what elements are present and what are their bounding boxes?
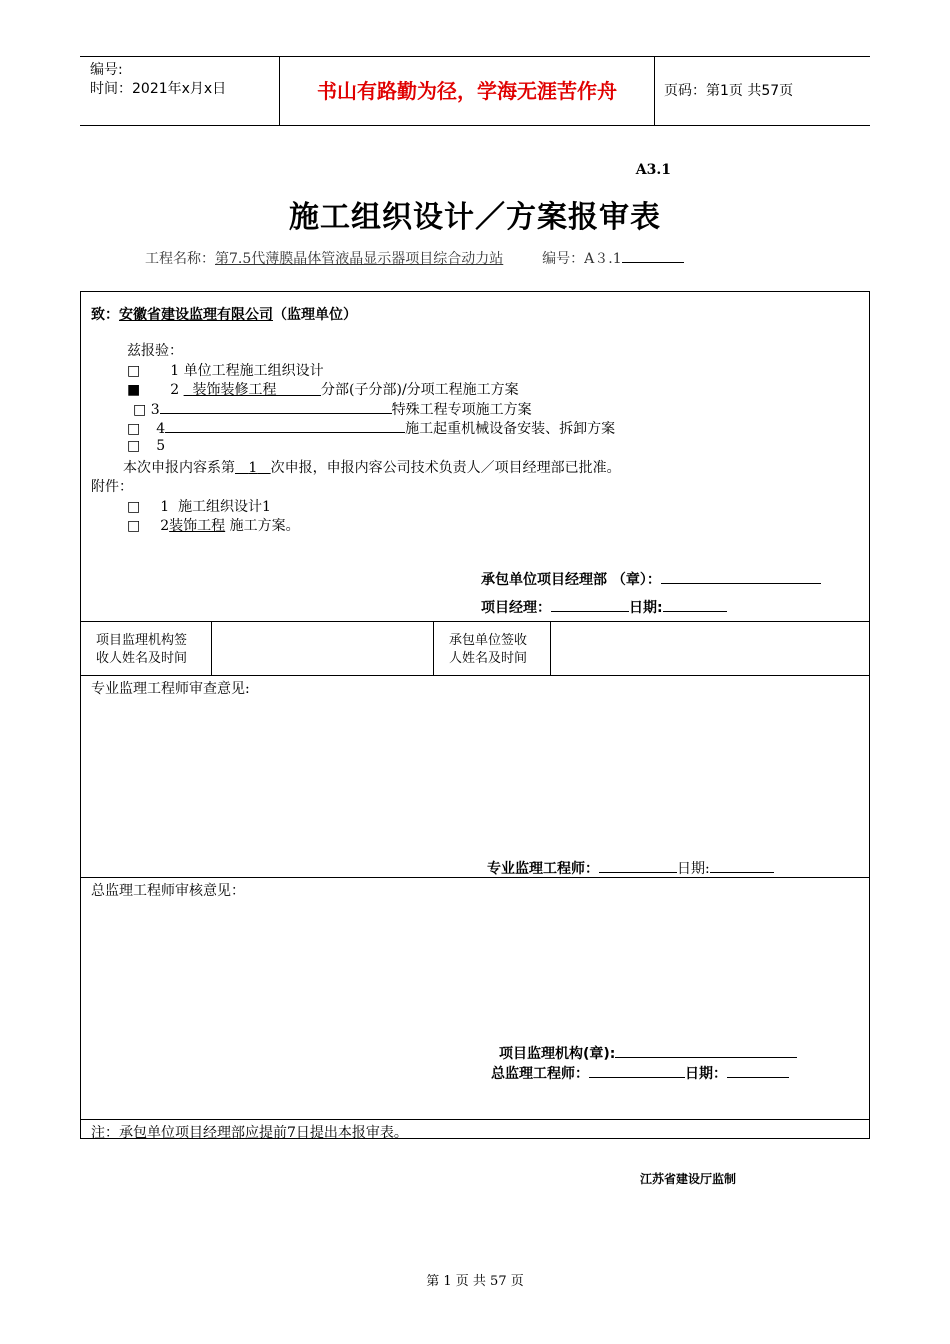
project-number-label: 编号： bbox=[542, 251, 585, 267]
chief-seal-label: 项目监理机构(章): bbox=[499, 1046, 616, 1062]
item-2-blank-value: 装饰装修工程 bbox=[192, 382, 277, 398]
review-form bbox=[80, 291, 870, 1139]
engineer-review-section bbox=[81, 676, 869, 878]
page-footer: 第 1 页 共 57 页 bbox=[426, 1274, 524, 1289]
item-3-num: 3 bbox=[150, 402, 160, 418]
statement-after: 次申报，申报内容公司技术负责人／项目经理部已批准。 bbox=[270, 460, 621, 476]
engineer-date-blank[interactable] bbox=[710, 858, 774, 873]
signature-row bbox=[81, 622, 869, 676]
statement-line bbox=[123, 457, 621, 477]
engineer-sign-blank[interactable] bbox=[599, 858, 677, 873]
supervisor-sign-label bbox=[96, 632, 187, 668]
project-number: A３.1 bbox=[584, 251, 622, 267]
attachment-2-num: 2 bbox=[160, 518, 170, 534]
project-number-blank bbox=[622, 248, 684, 263]
to-suffix: （监理单位） bbox=[273, 307, 357, 323]
attachment-2-text: 施工方案。 bbox=[225, 518, 300, 534]
item-2-num: 2 bbox=[170, 382, 180, 398]
submission-section bbox=[81, 292, 869, 622]
chief-date-label: 日期： bbox=[685, 1066, 727, 1082]
chief-review-label: 总监理工程师审核意见： bbox=[91, 883, 245, 899]
form-code: A3.1 bbox=[635, 162, 671, 178]
supervisor-sign-label-1: 项目监理机构签 bbox=[96, 633, 188, 648]
to-unit: 安徽省建设监理有限公司 bbox=[119, 307, 273, 323]
contractor-seal-label: 承包单位项目经理部 （章）： bbox=[481, 572, 661, 588]
item-1-text: 单位工程施工组织设计 bbox=[183, 363, 324, 379]
item-4-text: 施工起重机械设备安装、拆卸方案 bbox=[405, 421, 616, 437]
engineer-sign-label: 专业监理工程师： bbox=[487, 861, 599, 877]
document-header bbox=[80, 56, 870, 126]
engineer-sign-line bbox=[487, 858, 774, 878]
header-time-label: 时间：2021年x月x日 bbox=[90, 81, 227, 97]
divider bbox=[550, 622, 551, 675]
attachment-1-num: 1 bbox=[160, 499, 170, 515]
checkbox-icon[interactable]: □ bbox=[127, 363, 141, 379]
contractor-sign-label-2: 人姓名及时间 bbox=[449, 651, 528, 666]
contractor-manager-label: 项目经理： bbox=[481, 600, 551, 616]
contractor-manager-line bbox=[481, 597, 727, 617]
contractor-sign-label-1: 承包单位签收 bbox=[449, 633, 528, 648]
statement-before: 本次申报内容系第 bbox=[123, 460, 235, 476]
statement-times-value: 1 bbox=[248, 460, 258, 476]
item-5-num: 5 bbox=[156, 438, 166, 454]
checkbox-icon[interactable]: □ bbox=[127, 438, 141, 454]
chief-seal-line bbox=[499, 1043, 797, 1063]
project-name-label: 工程名称： bbox=[145, 251, 215, 267]
chief-review-section bbox=[81, 878, 869, 1120]
item-3-blank bbox=[160, 399, 392, 414]
attachment-1-text: 施工组织设计1 bbox=[178, 499, 271, 515]
contractor-seal-line bbox=[481, 569, 821, 589]
chief-sign-label: 总监理工程师： bbox=[491, 1066, 589, 1082]
checkbox-icon[interactable]: □ bbox=[127, 499, 141, 515]
to-line bbox=[91, 304, 357, 324]
project-line bbox=[145, 248, 684, 268]
engineer-date-label: 日期: bbox=[677, 861, 710, 877]
page-title: 施工组织设计／方案报审表 bbox=[289, 200, 661, 235]
checkbox-icon[interactable]: □ bbox=[127, 421, 141, 437]
item-2[interactable] bbox=[127, 379, 519, 399]
item-2-text: 分部(子分部)/分项工程施工方案 bbox=[321, 382, 519, 398]
item-4[interactable] bbox=[127, 418, 615, 438]
checkbox-icon[interactable]: □ bbox=[127, 518, 141, 534]
chief-date-blank[interactable] bbox=[727, 1063, 789, 1078]
contractor-seal-blank[interactable] bbox=[661, 569, 821, 584]
contractor-manager-blank[interactable] bbox=[551, 597, 629, 612]
attachment-2-underlined: 装饰工程 bbox=[169, 518, 226, 534]
chief-sign-blank[interactable] bbox=[589, 1063, 685, 1078]
contractor-sign-label bbox=[449, 632, 527, 668]
item-5[interactable] bbox=[127, 438, 165, 454]
item-1[interactable] bbox=[127, 360, 324, 380]
engineer-review-label: 专业监理工程师审查意见: bbox=[91, 681, 250, 697]
item-4-num: 4 bbox=[156, 421, 166, 437]
issuer-label: 江苏省建设厅监制 bbox=[640, 1172, 737, 1186]
header-motto: 书山有路勤为径，学海无涯苦作舟 bbox=[280, 57, 655, 125]
statement-times bbox=[235, 460, 271, 476]
header-page-label: 页码：第1页 共57页 bbox=[664, 83, 794, 99]
form-note: 注：承包单位项目经理部应提前7日提出本报审表。 bbox=[91, 1125, 408, 1141]
attachments-label: 附件： bbox=[91, 479, 133, 495]
contractor-date-blank[interactable] bbox=[663, 597, 727, 612]
chief-seal-blank[interactable] bbox=[615, 1043, 797, 1058]
divider bbox=[211, 622, 212, 675]
checkbox-icon[interactable]: □ bbox=[133, 402, 147, 418]
supervisor-sign-label-2: 收人姓名及时间 bbox=[96, 651, 188, 666]
project-name: 第7.5代薄膜晶体管液晶显示器项目综合动力站 bbox=[215, 251, 504, 267]
item-1-num: 1 bbox=[170, 363, 180, 379]
submit-intro: 兹报验： bbox=[127, 343, 183, 359]
attachment-2[interactable] bbox=[127, 515, 300, 535]
header-number-label: 编号: bbox=[90, 62, 123, 78]
divider bbox=[433, 622, 434, 675]
checkbox-checked-icon[interactable]: ■ bbox=[127, 382, 141, 398]
item-2-blank bbox=[184, 382, 321, 398]
item-3[interactable] bbox=[133, 399, 532, 419]
attachment-1[interactable] bbox=[127, 496, 271, 516]
item-4-blank bbox=[165, 418, 405, 433]
chief-sign-line bbox=[491, 1063, 789, 1083]
contractor-date-label: 日期: bbox=[629, 600, 663, 616]
item-3-text: 特殊工程专项施工方案 bbox=[391, 402, 532, 418]
header-meta bbox=[80, 57, 280, 125]
to-prefix: 致： bbox=[91, 307, 119, 323]
